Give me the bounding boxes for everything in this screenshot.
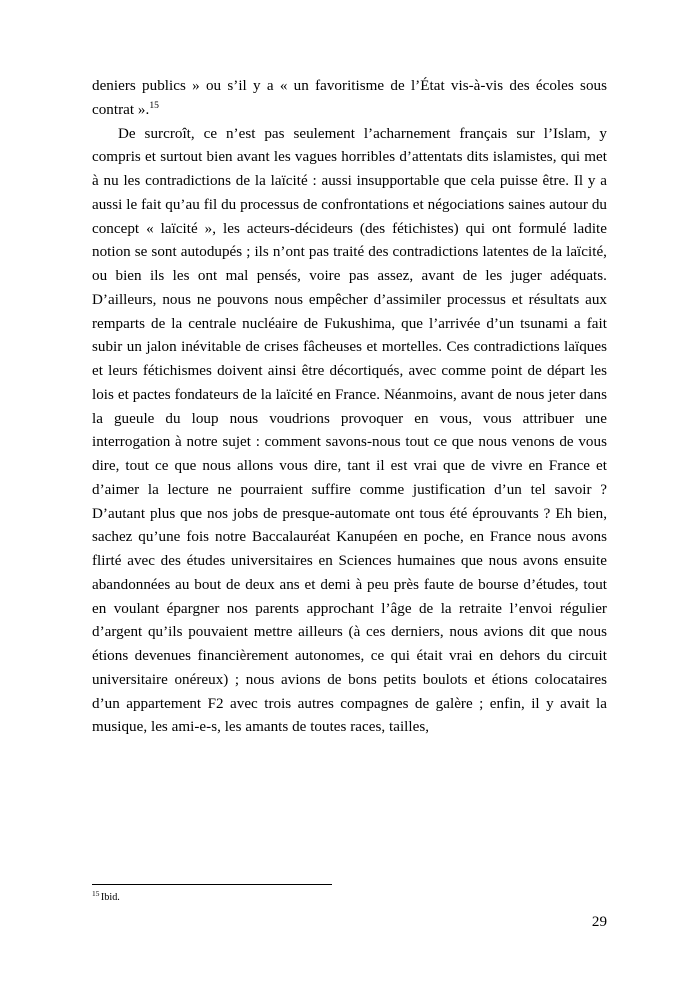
footnote-reference-marker: 15 — [149, 99, 159, 111]
footnote-area — [92, 884, 607, 905]
footnote-text: Ibid. — [100, 892, 120, 903]
footnote-separator-rule — [92, 884, 332, 885]
footnote-marker: 15 — [92, 888, 100, 898]
body-text-block — [92, 75, 607, 740]
paragraph-continuation — [92, 75, 607, 123]
paragraph-continuation-text: deniers publics » ou s’il y a « un favoritisme de l’État vis-à-vis des écoles sous contrat ». — [92, 78, 607, 118]
page-number: 29 — [591, 914, 607, 930]
footnote-entry — [92, 888, 607, 905]
paragraph-body: De surcroît, ce n’est pas seulement l’acharnement français sur l’Islam, y compris et surtout bien avant les vagues horribles d’attentats dits islamistes, qui met à nu les contradictions de la laïcité : aussi insupportable que cela puisse être. Il y a aussi le fait qu’au fil du processus de confrontations et négociations saines autour du concept « laïcité », les acteurs-décideurs (des fétichistes) qui ont formulé ladite notion se sont autodupés ; ils n’ont pas traité des contradictions latentes de la laïcité, ou bien ils les ont mal pensés, voire pas assez, avant de les juger adéquats. D’ailleurs, nous ne pouvons nous empêcher d’assimiler processus et résultats aux remparts de la centrale nucléaire de Fukushima, que l’arrivée d’un tsunami a fait subir un jalon inévitable de crises fâcheuses et mortelles. Ces contradictions laïques et leurs fétichismes doivent ainsi être décortiqués, avec comme point de départ les lois et pactes fondateurs de la laïcité en France. Néanmoins, avant de nous jeter dans la gueule du loup nous voudrions provoquer en vous, vous attribuer une interrogation à notre sujet : comment savons-nous tout ce que nous venons de vous dire, tout ce que nous allons vous dire, tant il est vrai que de vivre en France et d’aimer la lecture ne pourraient suffire comme justification d’un tel savoir ? D’autant plus que nos jobs de presque-automate ont tous été éprouvants ? Eh bien, sachez qu’une fois notre Baccalauréat Kanupéen en poche, en France nous avons flirté avec des études universitaires en Sciences humaines que nous avons ensuite abandonnées au bout de deux ans et demi à peu près faute de bourse d’études, tout en voulant épargner nos parents approchant l’âge de la retraite l’envoi régulier d’argent qu’ils pouvaient mettre ailleurs (à ces derniers, nous avions dit que nous étions devenues financièrement autonomes, ce qui était vrai en dehors du circuit universitaire onéreux) ; nous avions de bons petits boulots et étions colocataires d’un appartement F2 avec trois autres compagnes de galère ; enfin, il y avait la musique, les ami-e-s, les amants de toutes races, tailles, — [92, 125, 607, 736]
